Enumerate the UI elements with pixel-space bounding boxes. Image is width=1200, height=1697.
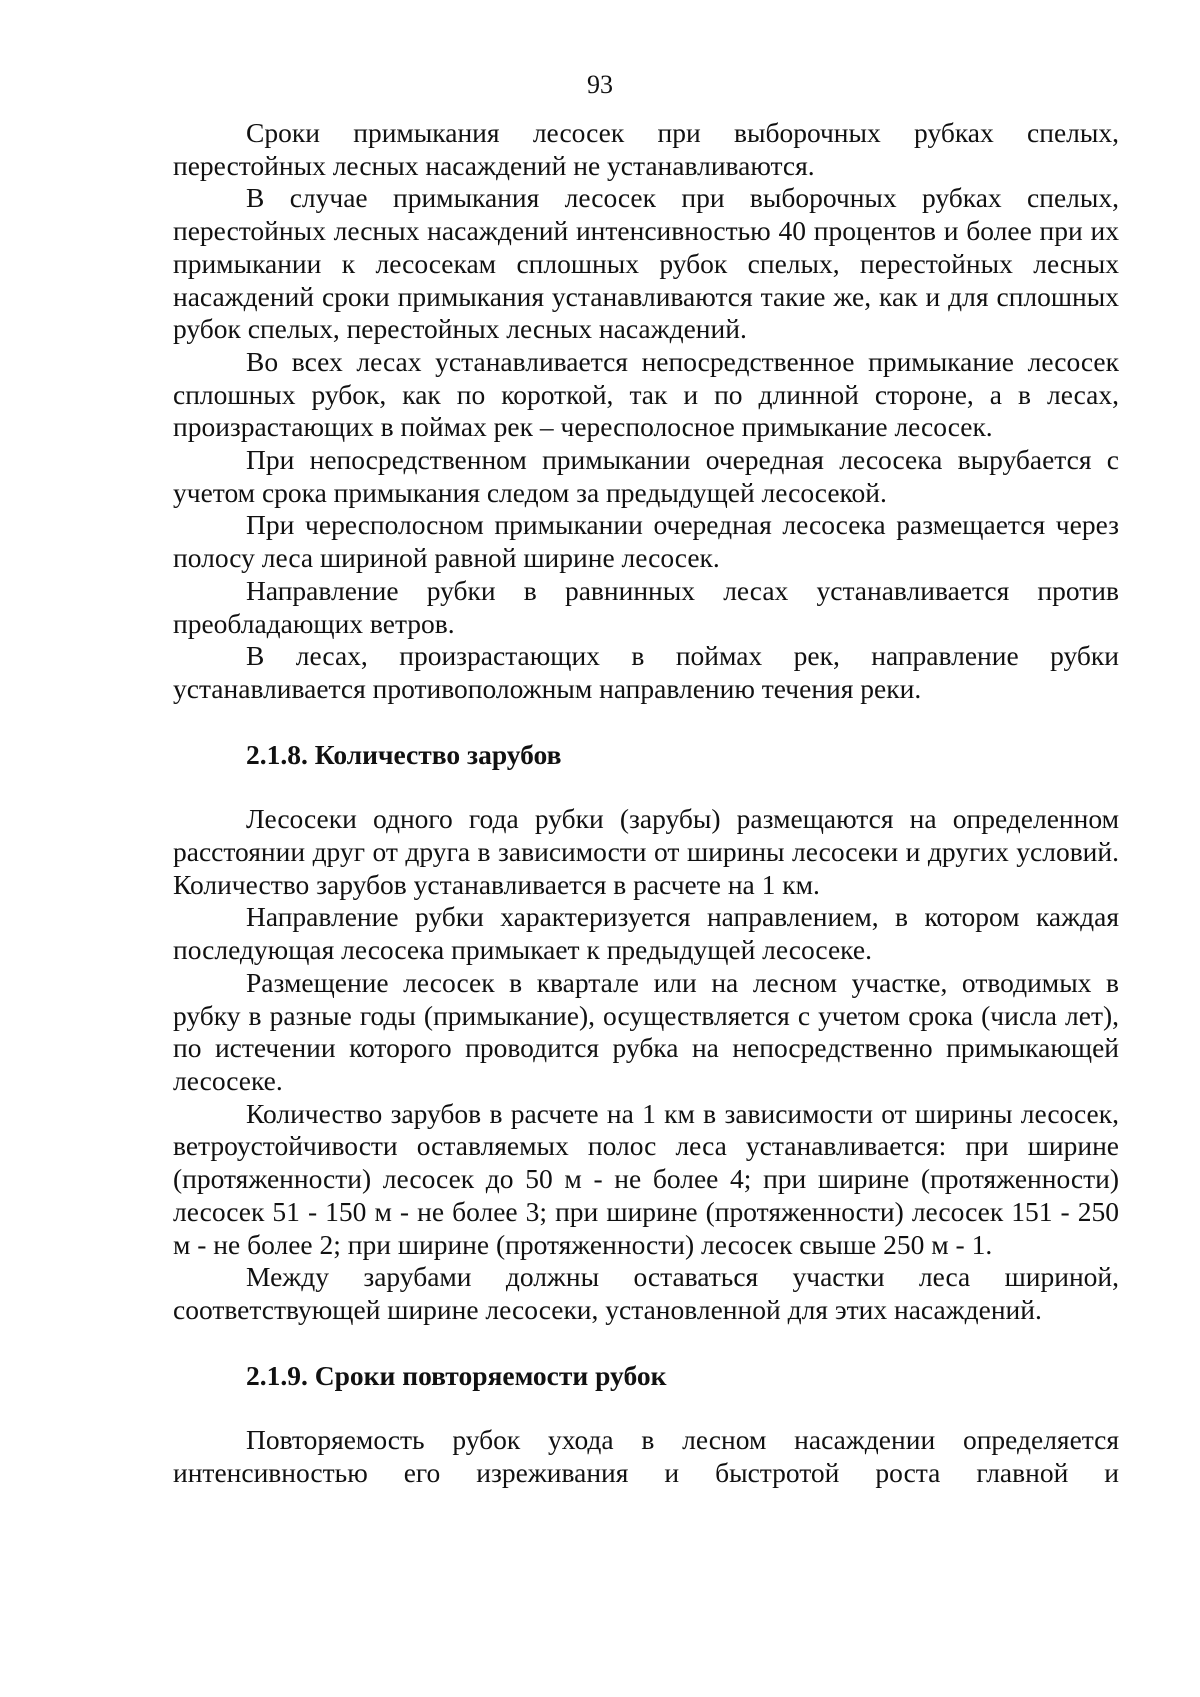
paragraph: В случае примыкания лесосек при выборочных рубках спелых, перестойных лесных насаждений интенсивностью 40 процентов и более при их примыкании к лесосекам сплошных рубок спелых, перестойных лесных насаждений сроки примыкания устанавливаются такие же, как и для сплошных рубок спелых, перестойных лесных насаждений. [173,182,1119,345]
paragraph: Количество зарубов в расчете на 1 км в зависимости от ширины лесосек, ветроустойчивости оставляемых полос леса устанавливается: при ширине (протяженности) лесосек до 50 м - не более 4; при ширине (протяженности) лесосек 51 - 150 м - не более 3; при ширине (протяженности) лесосек 151 - 250 м - не более 2; при ширине (протяженности) лесосек свыше 250 м - 1. [173,1097,1119,1260]
spacer [173,771,1119,803]
page-number: 93 [587,70,613,99]
paragraph: В лесах, произрастающих в поймах рек, направление рубки устанавливается противоположным направлению течения реки. [173,640,1119,704]
paragraph: При непосредственном примыкании очередная лесосека вырубается с учетом срока примыкания следом за предыдущей лесосекой. [173,444,1119,508]
paragraph: Между зарубами должны оставаться участки леса шириной, соответствующей ширине лесосеки, установленной для этих насаждений. [173,1261,1119,1325]
spacer [173,1392,1119,1424]
paragraph: Размещение лесосек в квартале или на лесном участке, отводимых в рубку в разные годы (примыкание), осуществляется с учетом срока (числа лет), по истечении которого проводится рубка на непосредственно примыкающей лесосеке. [173,966,1119,1096]
spacer [173,1327,1119,1360]
spacer [173,706,1119,739]
paragraph: Сроки примыкания лесосек при выборочных рубках спелых, перестойных лесных насаждений не устанавливаются. [173,117,1119,181]
paragraph: Направление рубки характеризуется направлением, в котором каждая последующая лесосека примыкает к предыдущей лесосеке. [173,901,1119,966]
paragraph: Повторяемость рубок ухода в лесном насаждении определяется интенсивностью его изреживания и быстротой роста главной и [173,1424,1119,1489]
paragraph: Направление рубки в равнинных лесах устанавливается против преобладающих ветров. [173,574,1119,639]
paragraph: Во всех лесах устанавливается непосредственное примыкание лесосек сплошных рубок, как по короткой, так и по длинной стороне, а в лесах, произрастающих в поймах рек – чересполосное примыкание лесосек. [173,345,1119,443]
paragraph: При чересполосном примыкании очередная лесосека размещается через полосу леса шириной равной ширине лесосек. [173,509,1119,574]
page-content [173,117,1119,1490]
section-heading-2-1-9: 2.1.9. Сроки повторяемости рубок [246,1359,667,1391]
section-heading-2-1-8: 2.1.8. Количество зарубов [246,738,562,770]
paragraph: Лесосеки одного года рубки (зарубы) размещаются на определенном расстоянии друг от друга в зависимости от ширины лесосеки и других условий. Количество зарубов устанавливается в расчете на 1 км. [173,803,1119,900]
